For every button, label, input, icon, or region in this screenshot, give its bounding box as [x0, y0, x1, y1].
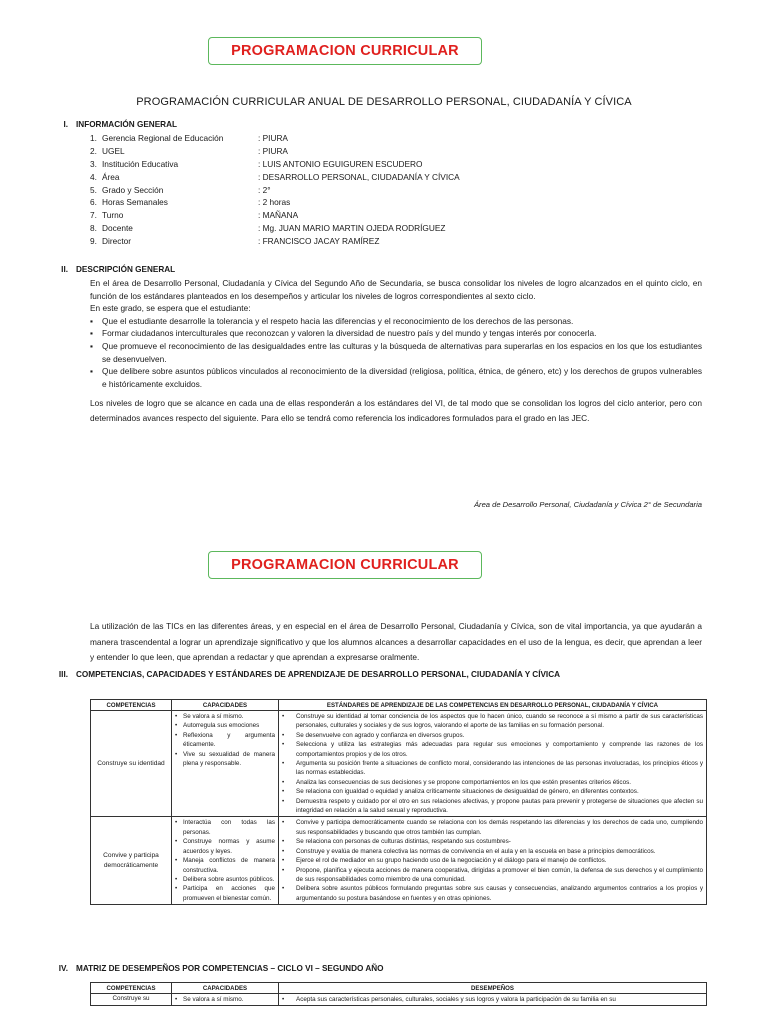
capacity-item: • Construye normas y asume acuerdos y leyes.	[175, 838, 275, 855]
info-row	[90, 236, 690, 249]
standard-item: • Ejerce el rol de mediador en su grupo haciendo uso de la negociación y el diálogo para el manejo de conflictos.	[282, 857, 607, 865]
info-number: 8.	[90, 223, 97, 234]
bullet-marker: ▪	[90, 328, 93, 339]
info-number: 1.	[90, 133, 97, 143]
table-row	[91, 711, 707, 817]
info-value: : DESARROLLO PERSONAL, CIUDADANÍA Y CÍVICA	[258, 171, 460, 182]
info-row	[90, 210, 690, 223]
info-label: Docente	[102, 223, 133, 234]
info-label: Director	[102, 236, 132, 247]
info-label: Horas Semanales	[102, 197, 168, 208]
info-number: 6.	[90, 197, 97, 208]
info-number: 7.	[90, 210, 97, 221]
section-heading-matrix: IV. MATRIZ DE DESEMPEÑOS POR COMPETENCIAS – CICLO VI – SEGUNDO AÑO	[58, 964, 384, 973]
list-item	[90, 365, 702, 390]
document-subtitle: PROGRAMACIÓN CURRICULAR ANUAL DE DESARROLLO PERSONAL, CIUDADANÍA Y CÍVICA	[136, 96, 632, 108]
standard-item: • Construye su identidad al tomar conciencia de los aspectos que lo hacen único, cuando se reconoce a sí mismo a partir de sus características personales, culturales y sociales y de sus logros, valorando el aporte de las familias en su formación personal.	[282, 713, 703, 730]
page-title: PROGRAMACION CURRICULAR	[231, 43, 459, 59]
bullet-text: Formar ciudadanos interculturales que reconozcan y valoren la diversidad de nuestro país y del mundo y tengas interés por conocerla.	[102, 328, 597, 339]
info-value: : PIURA	[258, 145, 288, 156]
info-row	[90, 197, 690, 210]
table-header-row	[91, 700, 707, 711]
page-title: PROGRAMACION CURRICULAR	[231, 557, 459, 573]
page-title-box-2	[208, 551, 482, 579]
table-header-cell: COMPETENCIAS	[91, 983, 172, 994]
capacity-item: • Delibera sobre asuntos públicos.	[175, 875, 275, 883]
table-header-cell: CAPACIDADES	[172, 700, 279, 711]
info-label: Área	[102, 171, 120, 182]
info-value: : 2 horas	[258, 197, 291, 208]
bullet-text: Que delibere sobre asuntos públicos vinculados al reconocimiento de la diversidad (religiosa, política, étnica, de género, etc) y los derechos de grupos vulnerables e históricamente excluidos.	[102, 366, 702, 389]
standards-cell	[279, 817, 707, 905]
section-heading-competencies: III. COMPETENCIAS, CAPACIDADES Y ESTÁNDARES DE APRENDIZAJE DE DESARROLLO PERSONAL, CIUDADANÍA Y CÍVICA	[58, 670, 561, 679]
performance-matrix-table	[90, 982, 707, 1006]
section-heading-description: II. DESCRIPCIÓN GENERAL	[61, 265, 176, 274]
capacity-cell: • Se valora a sí mismo.	[172, 994, 279, 1006]
info-row	[90, 172, 690, 185]
capacity-item: • Se valora a sí mismo.	[175, 713, 244, 720]
standard-item: • Propone, planifica y ejecuta acciones de manera cooperativa, dirigidas a promover el bien común, la defensa de sus derechos y el cumplimiento de sus responsabilidades como miembro de una comunidad.	[282, 866, 703, 883]
table-header-row	[91, 983, 707, 994]
info-row	[90, 223, 690, 236]
capacity-item: • Autorregula sus emociones	[175, 722, 260, 730]
info-number: 4.	[90, 171, 97, 182]
info-value: : PIURA	[258, 133, 288, 143]
info-label: Turno	[102, 210, 124, 221]
bullet-marker: ▪	[90, 315, 93, 326]
capacity-cell	[172, 817, 279, 905]
list-item	[90, 327, 702, 340]
info-value: : MAÑANA	[258, 210, 299, 221]
info-value: : 2°	[258, 184, 271, 195]
info-number: 5.	[90, 184, 97, 195]
table-header-cell: ESTÁNDARES DE APRENDIZAJE DE LAS COMPETENCIAS EN DESARROLLO PERSONAL, CIUDADANÍA Y CÍVICA	[279, 700, 707, 711]
info-label: Institución Educativa	[102, 158, 179, 169]
bullet-text: Que el estudiante desarrolle la tolerancia y el respeto hacia las diferencias y el reconocimiento de los derechos de las personas.	[102, 315, 574, 326]
performance-cell: • Acepta sus características personales, culturales, sociales y sus logros y valora la participación de su familia en su	[279, 994, 707, 1006]
standard-item: • Analiza las consecuencias de sus decisiones y se propone comportamientos en los que estén presentes criterios éticos.	[282, 778, 631, 786]
info-row	[90, 185, 690, 198]
standard-item: • Se relaciona con personas de culturas distintas, respetando sus costumbres-	[282, 838, 511, 846]
bullet-marker: ▪	[90, 340, 93, 351]
description-closing: Los niveles de logro que se alcance en cada una de ellas responderán a los estándares del VI, de tal modo que se consolidan los logros del ciclo anterior, pero con determinados avances respecto del siguiente. Para ello se tendrá como referencia los indicadores formulados para el grado en las JEC.	[90, 398, 702, 423]
capacity-item: • Reflexiona y argumenta éticamente.	[175, 731, 275, 749]
list-item	[90, 340, 702, 365]
info-row	[90, 133, 690, 146]
standard-item: • Construye y evalúa de manera colectiva las normas de convivencia en el aula y en la escuela en base a principios democráticos.	[282, 847, 656, 855]
standard-item: • Selecciona y utiliza las estrategias más adecuadas para regular sus emociones y comportamiento y comprende las razones de los comportamientos propios y de los otros.	[282, 741, 703, 758]
standard-item: • Convive y participa democráticamente cuando se relaciona con los demás respetando las diferencias y los derechos de cada uno, cumpliendo sus responsabilidades y buscando que otros también las cumplan.	[282, 819, 703, 836]
page-title-box	[208, 37, 482, 65]
capacity-item: • Interactúa con todas las personas.	[175, 819, 275, 836]
standard-item: • Delibera sobre asuntos públicos formulando preguntas sobre sus causas y consecuencias, analizando argumentos contrarios a los propios y argumentando su postura basándose en fuentes y en otras opiniones.	[282, 885, 703, 902]
capacity-item: • Participa en acciones que promueven el bienestar común.	[175, 885, 275, 902]
table-header-cell: COMPETENCIAS	[91, 700, 172, 711]
capacity-item: • Vive su sexualidad de manera plena y responsable.	[175, 750, 275, 768]
tics-paragraph: La utilización de las TICs en las diferentes áreas, y en especial en el área de Desarrollo Personal, Ciudadanía y Cívica, son de vital importancia, ya que ayudarán a manera trascendental a lograr un aprendizaje significativo y que los alumnos alcances a desarrollar capacidades en el uso de la lengua, es decir, que aprendan a leer y entender lo que leen, que aprendan a redactar y que aprendan a expresarse oralmente.	[90, 621, 702, 663]
section-heading-info: I. INFORMACIÓN GENERAL	[63, 120, 177, 129]
general-description	[90, 277, 702, 426]
table-row	[91, 994, 707, 1006]
info-number: 9.	[90, 236, 97, 247]
info-row	[90, 159, 690, 172]
table-row	[91, 817, 707, 905]
info-value: : FRANCISCO JACAY RAMÍREZ	[258, 236, 380, 247]
info-label: Grado y Sección	[102, 184, 164, 195]
competency-cell: Construye su	[91, 994, 172, 1006]
description-lead: En este grado, se espera que el estudiante:	[90, 303, 251, 314]
competency-cell: Convive y participa democráticamente	[91, 817, 172, 905]
info-label: UGEL	[102, 145, 125, 156]
bullet-marker: ▪	[90, 366, 93, 377]
page-footer-note: Área de Desarrollo Personal, Ciudadanía y Cívica 2° de Secundaria	[473, 500, 702, 509]
capacity-item: • Maneja conflictos de manera constructiva.	[175, 857, 275, 874]
description-bullets	[90, 315, 702, 391]
competencies-table	[90, 699, 707, 905]
info-row	[90, 146, 690, 159]
bullet-text: Que promueve el reconocimiento de las desigualdades entre las culturas y la búsqueda de alternativas para superarlas en los espacios en los que los estudiantes se desenvuelven.	[102, 340, 702, 364]
standards-cell	[279, 711, 707, 817]
info-label: Gerencia Regional de Educación	[102, 133, 224, 143]
standard-item: • Demuestra respeto y cuidado por el otro en sus relaciones afectivas, y propone pautas para prevenir y protegerse de situaciones que afecten su integridad en relación a la salud sexual y reproductiva.	[282, 797, 703, 815]
standard-item: • Se relaciona con igualdad o equidad y analiza críticamente situaciones de desigualdad de género, en diferentes contextos.	[282, 788, 639, 796]
info-number: 3.	[90, 158, 97, 169]
competency-cell: Construye su identidad	[91, 711, 172, 817]
table-header-cell: CAPACIDADES	[172, 983, 279, 994]
capacity-cell	[172, 711, 279, 817]
table-header-cell: DESEMPEÑOS	[279, 983, 707, 994]
info-value: : Mg. JUAN MARIO MARTIN OJEDA RODRÍGUEZ	[258, 223, 446, 234]
general-info-list	[90, 133, 690, 249]
standard-item: • Argumenta su posición frente a situaciones de conflicto moral, considerando las intenciones de las personas involucradas, los principios éticos y las normas establecidas.	[282, 760, 703, 777]
description-paragraph: En el área de Desarrollo Personal, Ciudadanía y Cívica del Segundo Año de Secundaria, se busca consolidar los niveles de logro alcanzados en el quinto ciclo, en función de los estándares planteados en los desempeños y articular los niveles de logros correspondientes al sexto ciclo.	[90, 278, 702, 301]
info-value: : LUIS ANTONIO EGUIGUREN ESCUDERO	[258, 158, 423, 169]
standard-item: • Se desenvuelve con agrado y confianza en diversos grupos.	[282, 731, 465, 739]
info-number: 2.	[90, 145, 97, 156]
list-item	[90, 315, 702, 328]
